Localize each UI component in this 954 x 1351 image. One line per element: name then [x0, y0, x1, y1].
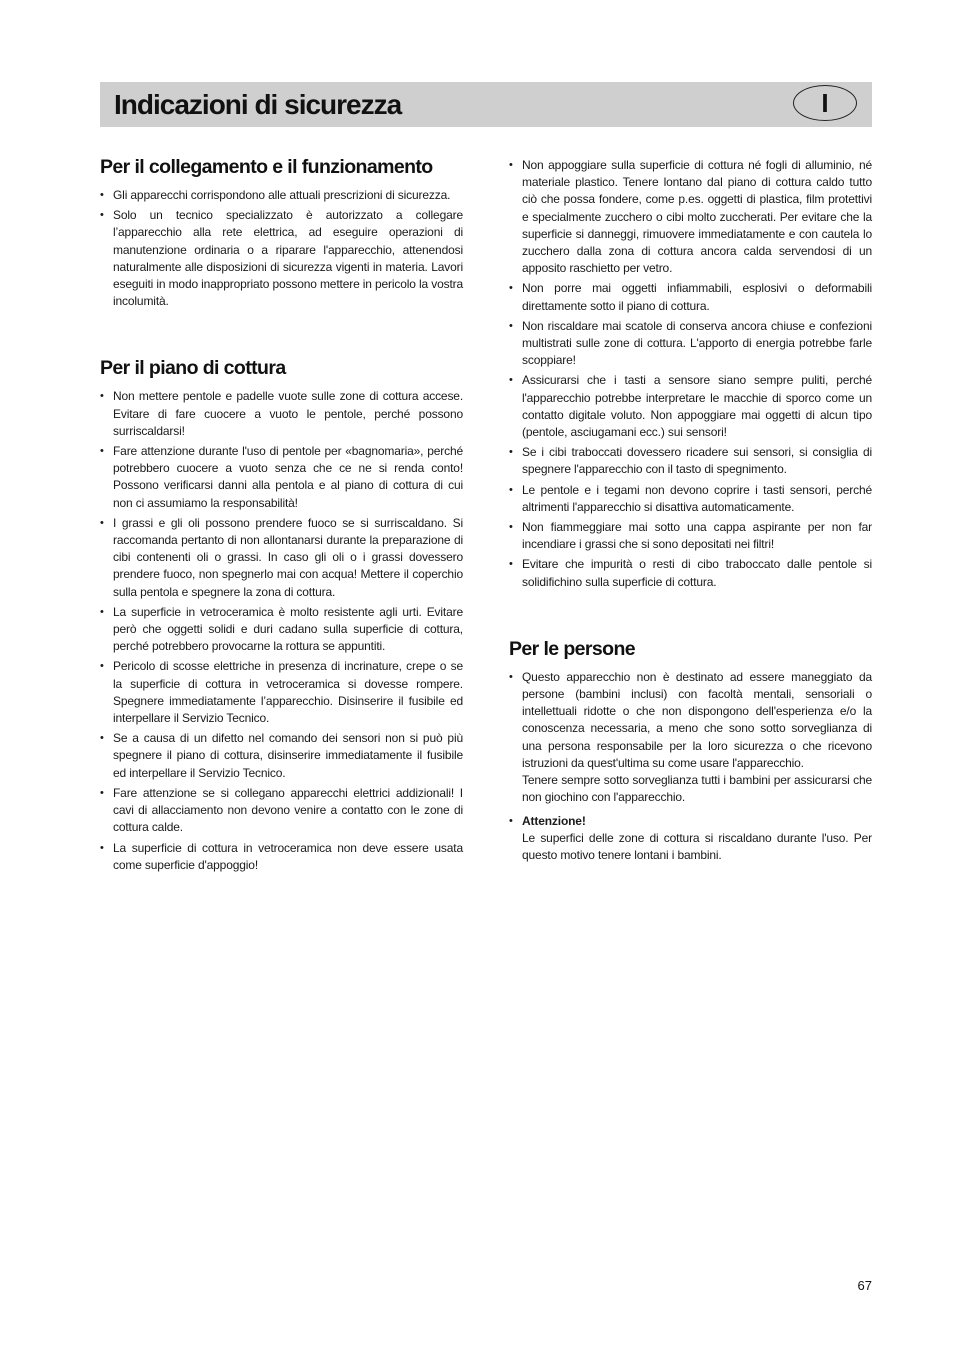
section-hob: [100, 356, 463, 873]
list-item-text: Questo apparecchio non è destinato ad essere maneggiato da persone (bambini inclusi) con facoltà mentali, sensoriali o intellettuali ridotte o che non dispongono dell'esperienza e/o la conoscenza necessaria, a meno che sono sotto sorveglianza di una persona responsabile per la loro sicurezza o che ricevono istruzioni da quest'ultima su come usare l'apparecchio.: [522, 669, 872, 770]
list-item: • Non mettere pentole e padelle vuote sulle zone di cottura accese. Evitare di fare cuocere a vuoto le pentole, perché possono surriscaldarsi!: [100, 388, 463, 440]
list-item: • Non riscaldare mai scatole di conserva ancora chiuse e confezioni multistrati sulle zone di cottura. L'apporto di energia potrebbe farle scoppiare!: [509, 318, 872, 370]
section-connection: [100, 155, 463, 310]
list-item: • Non porre mai oggetti infiammabili, esplosivi o deformabili direttamente sotto il piano di cottura.: [509, 280, 872, 314]
list-item: • Fare attenzione durante l'uso di pentole per «bagnomaria», perché potrebbero cuocere a vuoto senza che ce ne si renda conto! Possono verificarsi danni alla pentola e al piano di cottura di cui non ci assumiamo la responsabilità!: [100, 443, 463, 512]
hob-list: [100, 388, 463, 873]
page-number: 67: [857, 1278, 872, 1293]
right-column: [509, 150, 872, 867]
list-item: • Se i cibi traboccati dovessero ricadere sui sensori, si consiglia di spegnere l'apparecchio con il tasto di spegnimento.: [509, 444, 872, 478]
warning-label: • Attenzione!: [522, 813, 586, 828]
list-item: • La superficie in vetroceramica è molto resistente agli urti. Evitare però che oggetti solidi e duri cadano sulla superficie di cottura, perché potrebbero provocarne la rottura se appuntiti.: [100, 604, 463, 656]
page-title: Indicazioni di sicurezza: [114, 89, 402, 120]
hob-list-continued: [509, 157, 872, 591]
connection-list: [100, 187, 463, 310]
list-item: • Le pentole e i tegami non devono coprire i tasti sensori, perché altrimenti l'apparecchio si disattiva automaticamente.: [509, 482, 872, 516]
section-people: [509, 637, 872, 864]
list-item: • Solo un tecnico specializzato è autorizzato a collegare l’apparecchio alla rete elettrica, ad eseguire operazioni di manutenzione ordinaria o a riparare l'apparecchio, attenendosi naturalmente alle disposizioni di sicurezza vigenti in materia. Lavori eseguiti in modo inappropriato possono mettere in pericolo la vostra incolumità.: [100, 207, 463, 310]
warning-text: Le superfici delle zone di cottura si riscaldano durante l'uso. Per questo motivo tenere lontani i bambini.: [522, 830, 872, 862]
list-item: • I grassi e gli oli possono prendere fuoco se si surriscaldano. Si raccomanda pertanto di non allontanarsi durante la preparazione di cibi contenenti oli o grassi. In caso gli oli o i grassi dovessero prendere fuoco, non spegnerlo mai con acqua! Mettere il coperchio sulla pentola e spegnere la zona di cottura.: [100, 515, 463, 601]
list-item: • Gli apparecchi corrispondono alle attuali prescrizioni di sicurezza.: [100, 187, 463, 204]
page-header: [100, 82, 872, 127]
language-badge: I: [793, 85, 857, 121]
list-item-text: Tenere sempre sotto sorveglianza tutti i bambini per assicurarsi che non giochino con l'apparecchio.: [522, 773, 872, 805]
list-item: [509, 669, 872, 807]
left-column: [100, 150, 463, 877]
section-title-connection: Per il collegamento e il funzionamento: [100, 156, 433, 178]
list-item: • Non appoggiare sulla superficie di cottura né fogli di alluminio, né materiale plastico. Tenere lontano dal piano di cottura caldo tutto ciò che possa fondere, come p.es. oggetti di plastica, film protettivi e specialmente zucchero o cibi molto zuccherati. Per evitare che la superficie si danneggi, rimuovere immediatamente e con cautela lo zucchero dalla zona di cottura ancora calda servendosi di un apposito raschietto per vetro.: [509, 157, 872, 277]
list-item: • Assicurarsi che i tasti a sensore siano sempre puliti, perché l'apparecchio potrebbe interpretare le macchie di sporco come un contatto digitale voluto. Non appoggiare mai oggetti di alcun tipo (pentole, asciugamani ecc.) sui sensori!: [509, 372, 872, 441]
list-item: • Pericolo di scosse elettriche in presenza di incrinature, crepe o se la superficie di cottura in vetroceramica si dovesse rompere. Spegnere immediatamente l’apparecchio. Disinserire il fusibile ed interpellare il Servizio Tecnico.: [100, 658, 463, 727]
list-item: • La superficie di cottura in vetroceramica non deve essere usata come superficie d'appoggio!: [100, 840, 463, 874]
list-item: • Evitare che impurità o resti di cibo traboccato dalle pentole si solidifichino sulla superficie di cottura.: [509, 556, 872, 590]
list-item: • Fare attenzione se si collegano apparecchi elettrici addizionali! I cavi di allacciamento non devono venire a contatto con le zone di cottura calde.: [100, 785, 463, 837]
people-list: [509, 669, 872, 864]
list-item: • Se a causa di un difetto nel comando dei sensori non si può più spegnere il piano di cottura, disinserire immediatamente il fusibile ed interpellare il Servizio Tecnico.: [100, 730, 463, 782]
section-title-hob: Per il piano di cottura: [100, 357, 286, 380]
warning-item: [509, 813, 872, 865]
section-title-people: Per le persone: [509, 637, 635, 660]
list-item: • Non fiammeggiare mai sotto una cappa aspirante per non far incendiare i grassi che si sono depositati nei filtri!: [509, 519, 872, 553]
